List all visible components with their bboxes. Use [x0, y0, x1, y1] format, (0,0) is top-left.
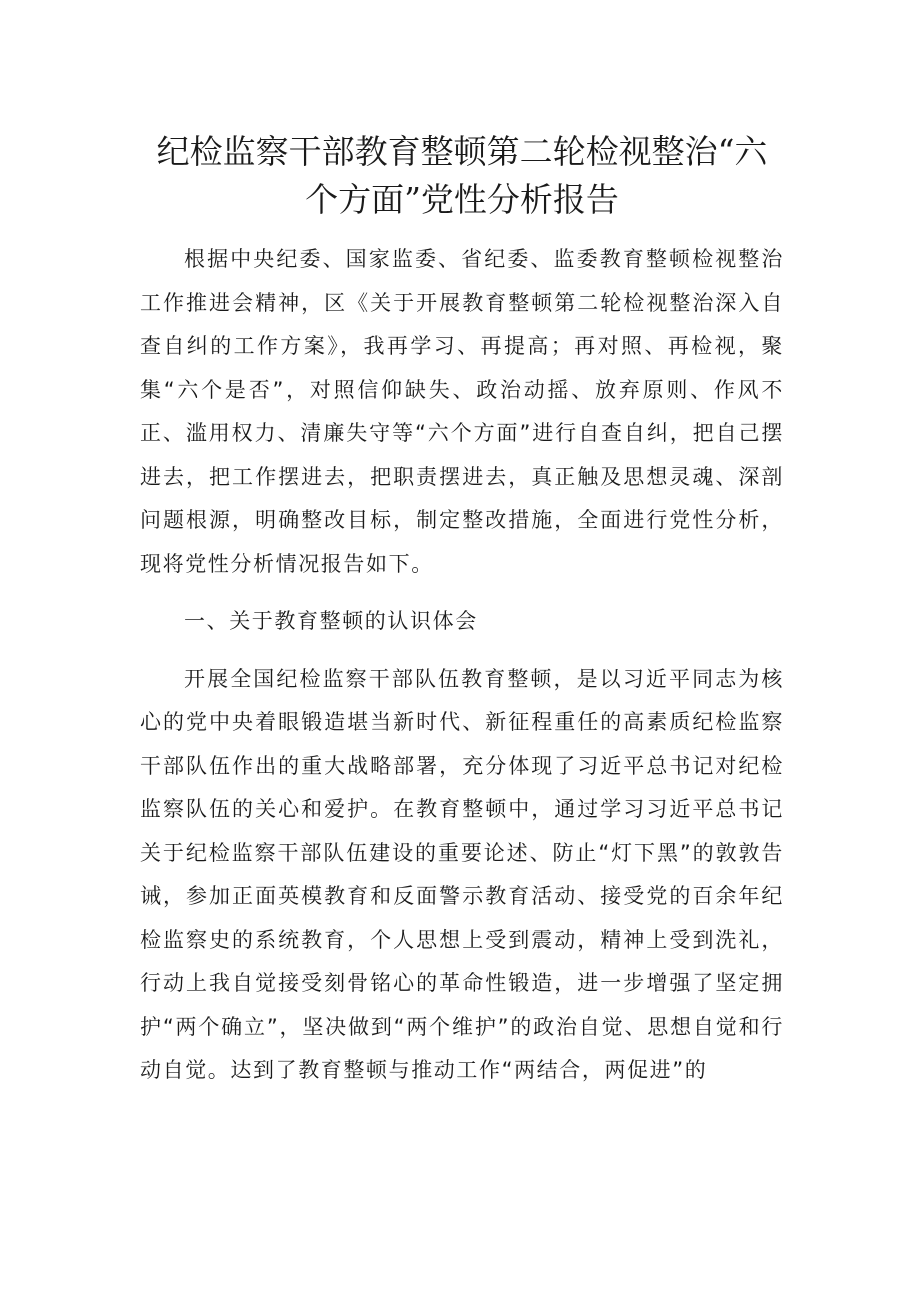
title-line-2: 个方面”党性分析报告 — [305, 180, 619, 219]
section-heading-1: 一、关于教育整顿的认识体会 — [184, 609, 478, 633]
intro-paragraph: 根据中央纪委、国家监委、省纪委、监委教育整顿检视整治工作推进会精神，区《关于开展教育整顿第二轮检视整治深入自查自纠的工作方案》，我再学习、再提高；再对照、再检视，聚集“六个是否”，对照信仰缺失、政治动摇、放弃原则、作风不正、滥用权力、清廉失守等“六个方面”进行自查自纠，把自己摆进去，把工作摆进去，把职责摆进去，真正触及思想灵魂、深剖问题根源，明确整改目标，制定整改措施，全面进行党性分析，现将党性分析情况报告如下。 — [140, 247, 784, 576]
body-paragraph-1: 开展全国纪检监察干部队伍教育整顿，是以习近平同志为核心的党中央着眼锻造堪当新时代、新征程重任的高素质纪检监察干部队伍作出的重大战略部署，充分体现了习近平总书记对纪检监察队伍的关心和爱护。在教育整顿中，通过学习习近平总书记关于纪检监察干部队伍建设的重要论述、防止“灯下黑”的敦敦告诫，参加正面英模教育和反面警示教育活动、接受党的百余年纪检监察史的系统教育，个人思想上受到震动，精神上受到洗礼，行动上我自觉接受刻骨铭心的革命性锻造，进一步增强了坚定拥护“两个确立”，坚决做到“两个维护”的政治自觉、思想自觉和行动自觉。达到了教育整顿与推动工作“两结合，两促进”的 — [140, 666, 784, 1082]
document-page — [140, 128, 784, 1093]
document-title — [140, 128, 784, 224]
title-line-1: 纪检监察干部教育整顿第二轮检视整治“六 — [156, 132, 768, 171]
